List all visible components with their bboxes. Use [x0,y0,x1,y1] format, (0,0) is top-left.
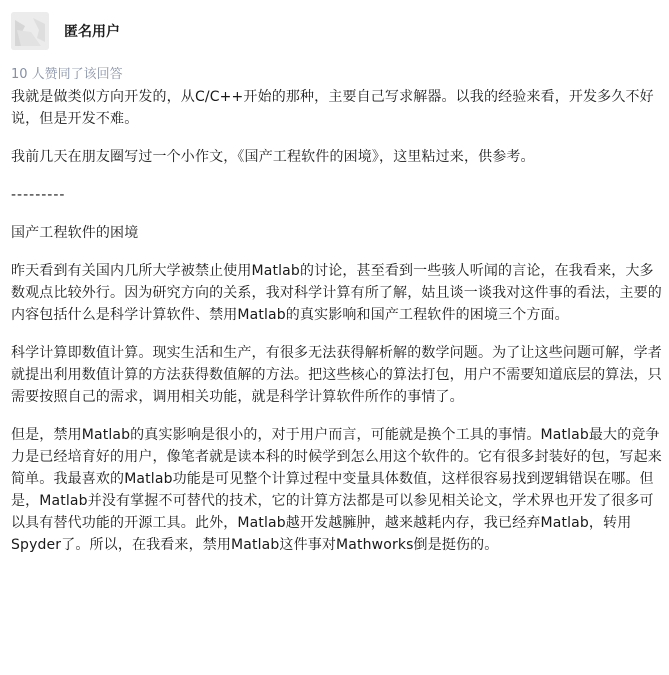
answer-paragraph: 科学计算即数值计算。现实生活和生产，有很多无法获得解析解的数学问题。为了让这些问题可解，学者就提出利用数值计算的方法获得数值解的方法。把这些核心的算法打包，用户不需要知道底层的算法，只需要按照自己的需求，调用相关功能，就是科学计算软件所作的事情了。 [11,345,662,405]
anonymous-avatar-icon [11,12,49,50]
answer-paragraph: 我前几天在朋友圈写过一个小作文，《国产工程软件的困境》，这里粘过来，供参考。 [11,149,535,165]
avatar[interactable] [11,12,49,50]
article-title: 国产工程软件的困境 [11,225,139,241]
answer-content [11,86,662,572]
answer-header [11,11,120,51]
author-name[interactable]: 匿名用户 [64,24,120,40]
answer-paragraph: 但是，禁用Matlab的真实影响是很小的，对于用户而言，可能就是换个工具的事情。Matlab最大的竞争力是已经培育好的用户，像笔者就是读本科的时候学到怎么用这个软件的。它有很多封装好的包，写起来简单。我最喜欢的Matlab功能是可见整个计算过程中变量具体数值，这样很容易找到逻辑错误在哪。但是，Matlab并没有掌握不可替代的技术，它的计算方法都是可以参见相关论文，学术界也开发了很多可以具有替代功能的开源工具。此外，Matlab越开发越臃肿，越来越耗内存，我已经弃Matlab，转用Spyder了。所以，在我看来，禁用Matlab这件事对Mathworks倒是挺伤的。 [11,427,662,553]
vote-count-text: 10 人赞同了该回答 [11,67,123,82]
separator-line: --------- [11,187,66,203]
answer-paragraph: 昨天看到有关国内几所大学被禁止使用Matlab的讨论，甚至看到一些骇人听闻的言论，在我看来，大多数观点比较外行。因为研究方向的关系，我对科学计算有所了解，姑且谈一谈我对这件事的看法，主要的内容包括什么是科学计算软件、禁用Matlab的真实影响和国产工程软件的困境三个方面。 [11,263,662,323]
answer-paragraph: 我就是做类似方向开发的，从C/C++开始的那种，主要自己写求解器。以我的经验来看，开发多久不好说，但是开发不难。 [11,89,654,127]
